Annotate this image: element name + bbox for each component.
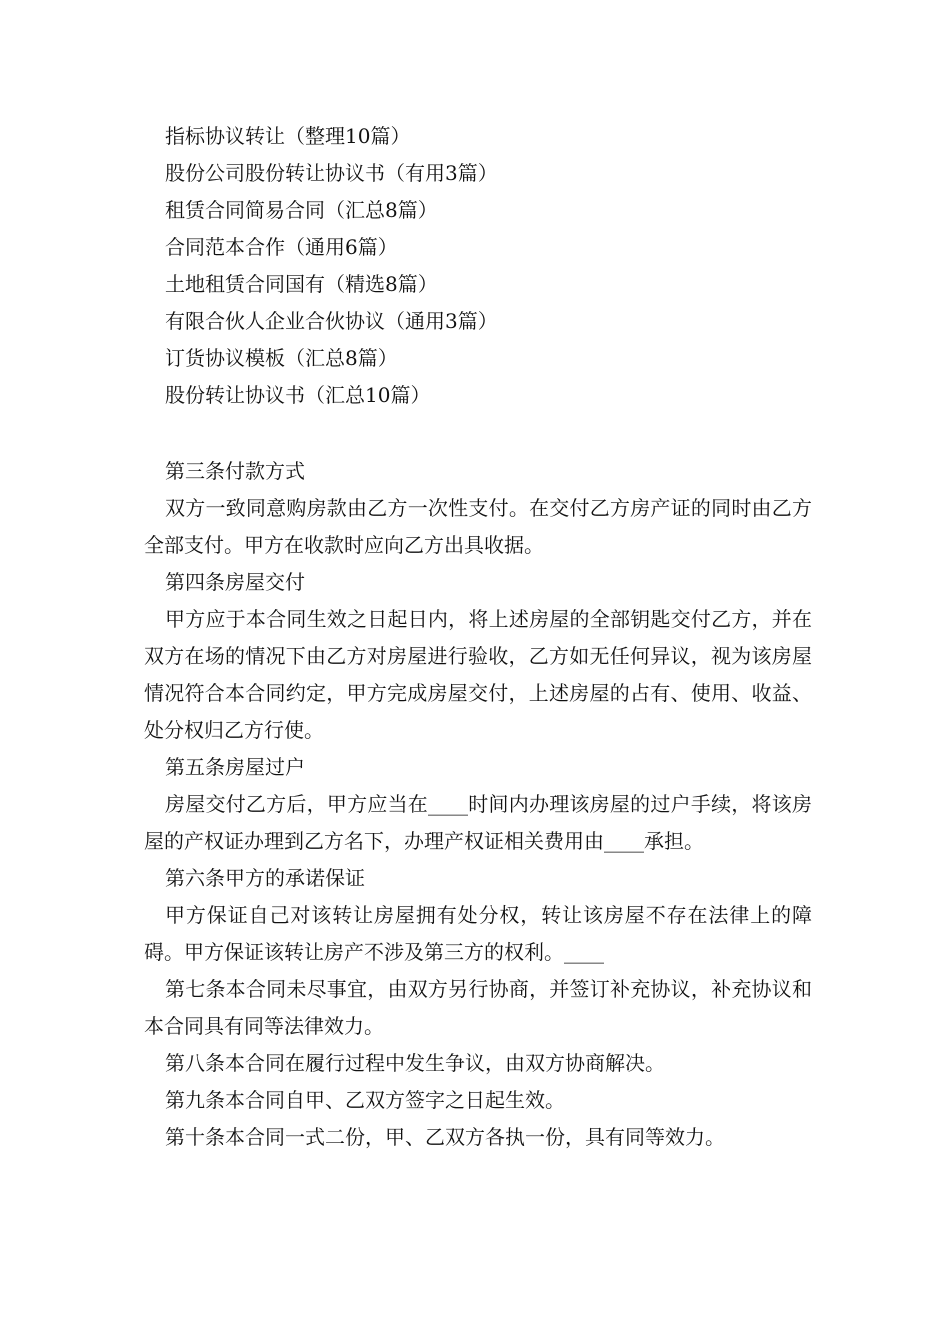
related-document-link[interactable]: 租赁合同简易合同（汇总8篇） xyxy=(165,198,438,222)
related-document-link[interactable]: 股份公司股份转让协议书（有用3篇） xyxy=(165,161,498,185)
contract-body xyxy=(144,453,812,1156)
clause-paragraph-delivery: 甲方应于本合同生效之日起日内，将上述房屋的全部钥匙交付乙方，并在双方在场的情况下由乙方对房屋进行验收，乙方如无任何异议，视为该房屋情况符合本合同约定，甲方完成房屋交付，上述房屋的占有、使用、收益、处分权归乙方行使。 xyxy=(144,607,812,742)
clause-heading-transfer: 第五条房屋过户 xyxy=(165,755,305,779)
clause-paragraph-payment: 双方一致同意购房款由乙方一次性支付。在交付乙方房产证的同时由乙方全部支付。甲方在收款时应向乙方出具收据。 xyxy=(144,496,812,557)
clause-heading-delivery: 第四条房屋交付 xyxy=(165,570,305,594)
clause-paragraph-10: 第十条本合同一式二份，甲、乙双方各执一份，具有同等效力。 xyxy=(165,1125,725,1149)
related-document-link[interactable]: 订货协议模板（汇总8篇） xyxy=(165,346,398,370)
clause-heading-payment: 第三条付款方式 xyxy=(165,459,305,483)
related-document-link[interactable]: 合同范本合作（通用6篇） xyxy=(165,235,398,259)
related-document-link[interactable]: 土地租赁合同国有（精选8篇） xyxy=(165,272,438,296)
related-document-link[interactable]: 指标协议转让（整理10篇） xyxy=(165,124,411,148)
clause-paragraph-guarantee: 甲方保证自己对该转让房屋拥有处分权，转让该房屋不存在法律上的障碍。甲方保证该转让房产不涉及第三方的权利。____ xyxy=(144,903,812,964)
clause-paragraph-8: 第八条本合同在履行过程中发生争议，由双方协商解决。 xyxy=(165,1051,665,1075)
clause-paragraph-9: 第九条本合同自甲、乙双方签字之日起生效。 xyxy=(165,1088,565,1112)
clause-heading-guarantee: 第六条甲方的承诺保证 xyxy=(165,866,365,890)
clause-paragraph-7: 第七条本合同未尽事宜，由双方另行协商，并签订补充协议，补充协议和本合同具有同等法律效力。 xyxy=(144,977,812,1038)
related-documents-list xyxy=(165,118,865,414)
clause-paragraph-transfer: 房屋交付乙方后，甲方应当在____时间内办理该房屋的过户手续，将该房屋的产权证办理到乙方名下，办理产权证相关费用由____承担。 xyxy=(144,792,812,853)
related-document-link[interactable]: 有限合伙人企业合伙协议（通用3篇） xyxy=(165,309,498,333)
related-document-link[interactable]: 股份转让协议书（汇总10篇） xyxy=(165,383,431,407)
